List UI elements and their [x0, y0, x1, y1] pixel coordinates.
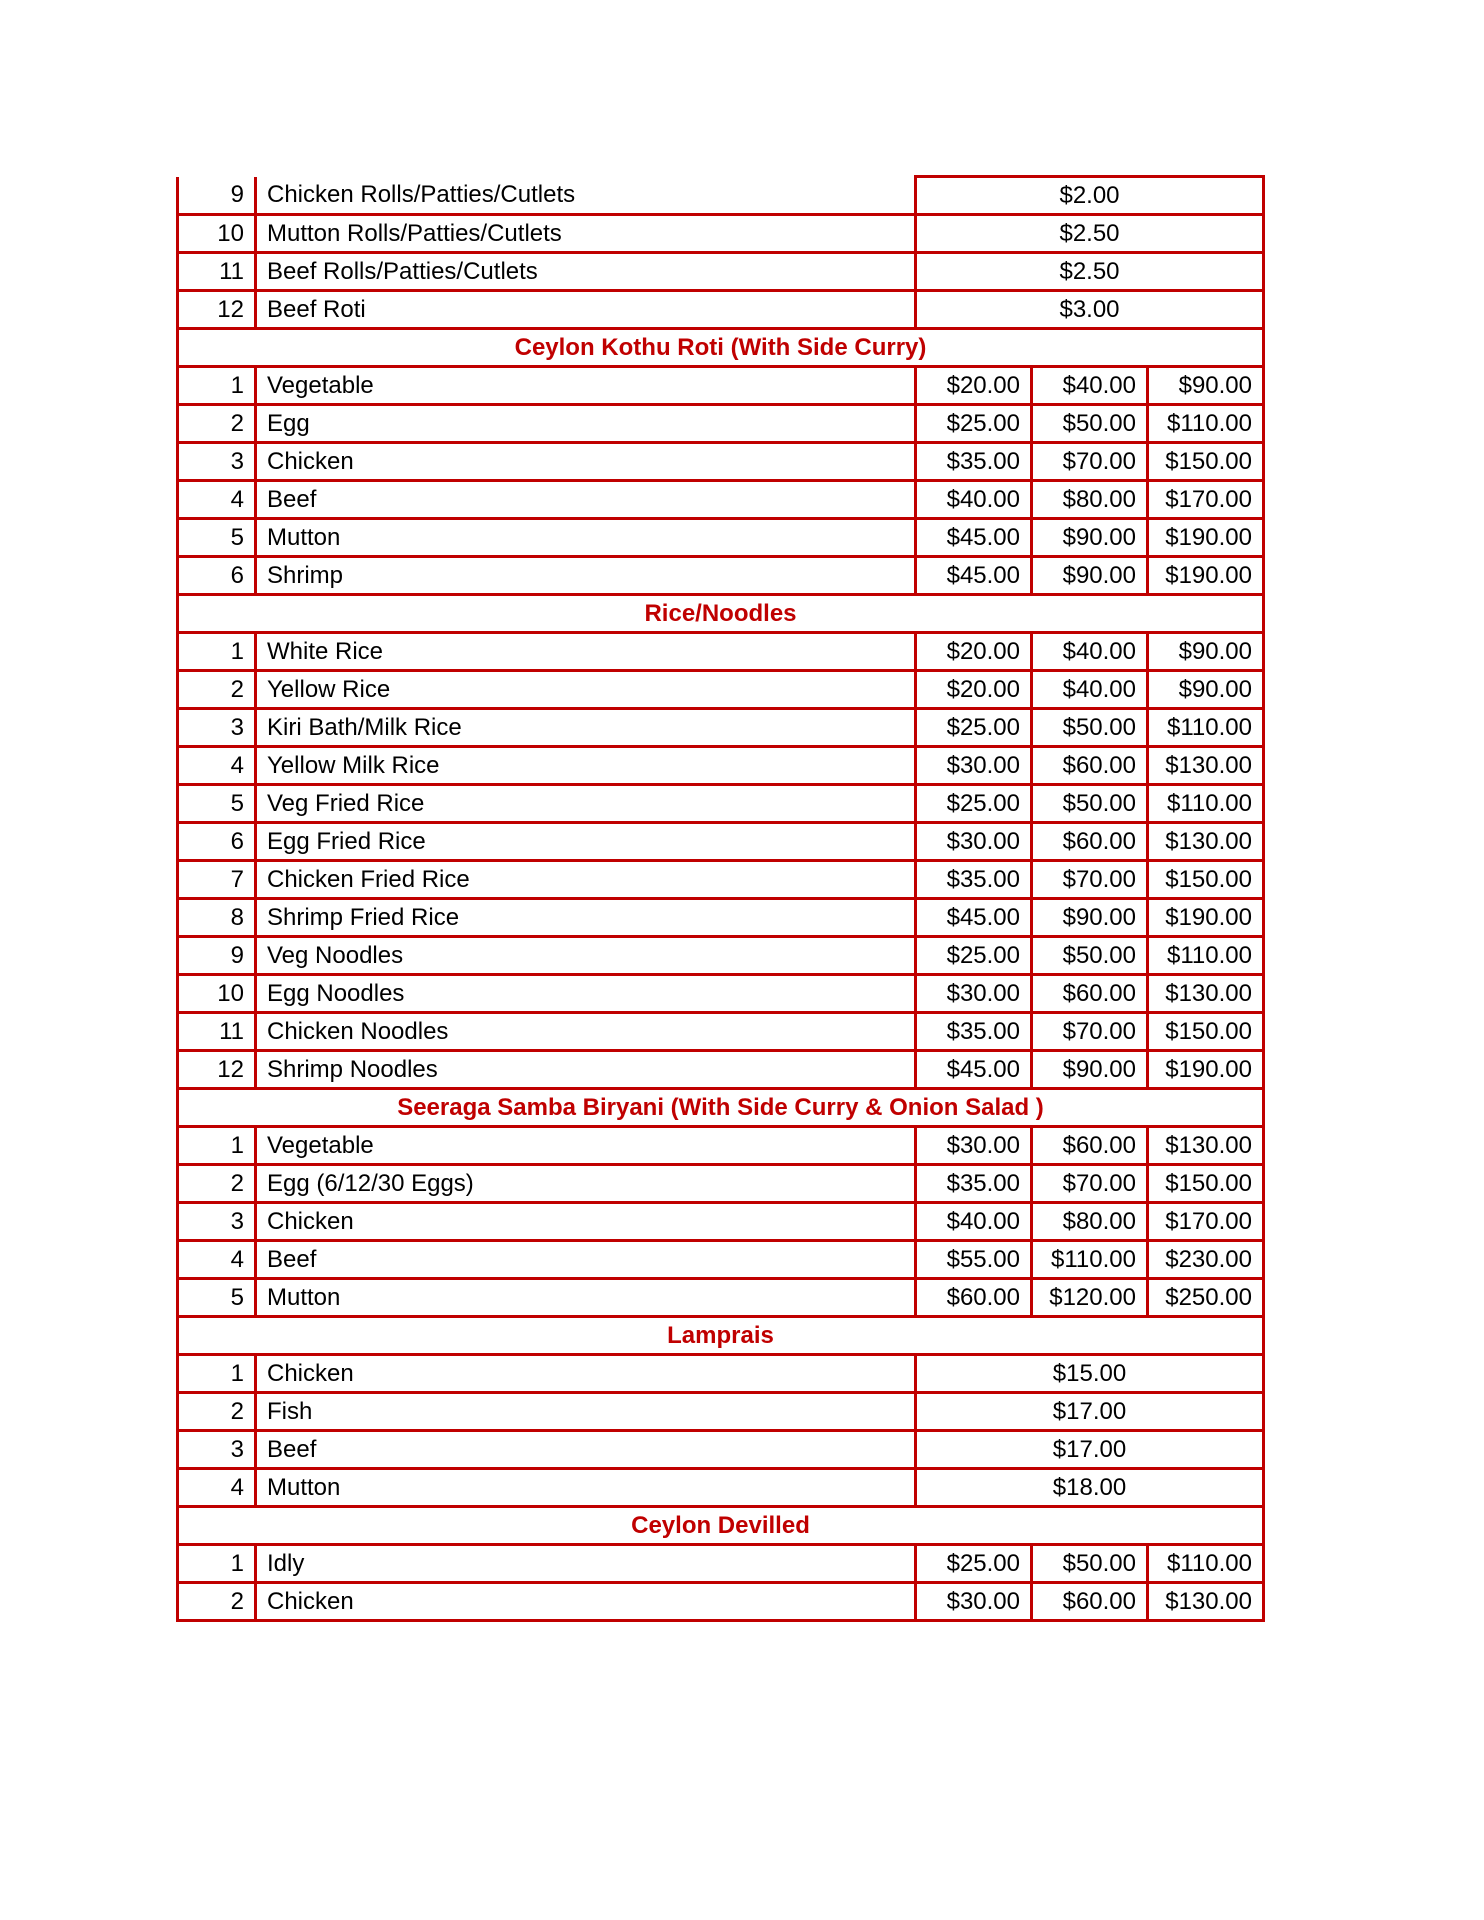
item-price: $170.00: [1148, 1203, 1264, 1241]
item-name: Beef Roti: [256, 291, 916, 329]
item-name: Chicken Noodles: [256, 1013, 916, 1051]
menu-item-row: [178, 823, 1264, 861]
item-number: 11: [178, 253, 256, 291]
item-price: $2.50: [916, 253, 1264, 291]
item-name: Egg Fried Rice: [256, 823, 916, 861]
item-number: 4: [178, 481, 256, 519]
menu-item-row: [178, 481, 1264, 519]
section-header-row: [178, 329, 1264, 367]
item-price: $250.00: [1148, 1279, 1264, 1317]
item-price: $35.00: [916, 1013, 1032, 1051]
item-name: Mutton: [256, 1279, 916, 1317]
item-name: Chicken: [256, 1583, 916, 1621]
item-name: Chicken: [256, 1203, 916, 1241]
item-price: $60.00: [916, 1279, 1032, 1317]
menu-item-row: [178, 177, 1264, 215]
item-name: Fish: [256, 1393, 916, 1431]
item-name: Chicken Fried Rice: [256, 861, 916, 899]
section-title: Lamprais: [178, 1317, 1264, 1355]
item-name: Yellow Rice: [256, 671, 916, 709]
item-name: Yellow Milk Rice: [256, 747, 916, 785]
menu-item-row: [178, 253, 1264, 291]
item-price: $90.00: [1032, 557, 1148, 595]
item-name: Beef: [256, 481, 916, 519]
item-price: $35.00: [916, 443, 1032, 481]
item-name: Idly: [256, 1545, 916, 1583]
item-price: $190.00: [1148, 519, 1264, 557]
item-name: Beef: [256, 1241, 916, 1279]
item-price: $130.00: [1148, 1127, 1264, 1165]
item-number: 2: [178, 1583, 256, 1621]
item-number: 2: [178, 1393, 256, 1431]
item-name: Egg (6/12/30 Eggs): [256, 1165, 916, 1203]
menu-item-row: [178, 975, 1264, 1013]
item-price: $90.00: [1032, 1051, 1148, 1089]
item-number: 3: [178, 1431, 256, 1469]
section-title: Rice/Noodles: [178, 595, 1264, 633]
item-name: Vegetable: [256, 1127, 916, 1165]
menu-price-table: [176, 175, 1265, 1622]
item-price: $30.00: [916, 1583, 1032, 1621]
item-price: $70.00: [1032, 443, 1148, 481]
item-name: Shrimp: [256, 557, 916, 595]
item-number: 5: [178, 1279, 256, 1317]
menu-item-row: [178, 215, 1264, 253]
item-name: Veg Noodles: [256, 937, 916, 975]
item-name: Shrimp Fried Rice: [256, 899, 916, 937]
item-price: $30.00: [916, 823, 1032, 861]
menu-item-row: [178, 519, 1264, 557]
item-number: 3: [178, 1203, 256, 1241]
item-name: Egg Noodles: [256, 975, 916, 1013]
item-price: $2.50: [916, 215, 1264, 253]
item-price: $90.00: [1032, 899, 1148, 937]
section-header-row: [178, 1507, 1264, 1545]
menu-item-row: [178, 1545, 1264, 1583]
item-price: $40.00: [916, 481, 1032, 519]
item-name: Mutton Rolls/Patties/Cutlets: [256, 215, 916, 253]
item-price: $80.00: [1032, 481, 1148, 519]
item-price: $50.00: [1032, 405, 1148, 443]
item-price: $40.00: [1032, 367, 1148, 405]
item-price: $190.00: [1148, 557, 1264, 595]
item-price: $2.00: [916, 177, 1264, 215]
item-price: $25.00: [916, 1545, 1032, 1583]
item-name: Beef Rolls/Patties/Cutlets: [256, 253, 916, 291]
item-price: $90.00: [1148, 633, 1264, 671]
item-name: Chicken Rolls/Patties/Cutlets: [256, 177, 916, 215]
item-price: $45.00: [916, 519, 1032, 557]
menu-item-row: [178, 291, 1264, 329]
item-name: Shrimp Noodles: [256, 1051, 916, 1089]
item-price: $150.00: [1148, 861, 1264, 899]
item-price: $190.00: [1148, 1051, 1264, 1089]
item-price: $130.00: [1148, 1583, 1264, 1621]
item-price: $90.00: [1148, 367, 1264, 405]
item-number: 2: [178, 405, 256, 443]
menu-item-row: [178, 367, 1264, 405]
item-price: $70.00: [1032, 1013, 1148, 1051]
menu-item-row: [178, 937, 1264, 975]
menu-item-row: [178, 1279, 1264, 1317]
section-header-row: [178, 595, 1264, 633]
item-price: $190.00: [1148, 899, 1264, 937]
menu-item-row: [178, 747, 1264, 785]
item-name: Beef: [256, 1431, 916, 1469]
item-name: Chicken: [256, 1355, 916, 1393]
item-number: 1: [178, 633, 256, 671]
item-number: 12: [178, 1051, 256, 1089]
item-price: $20.00: [916, 671, 1032, 709]
item-number: 2: [178, 671, 256, 709]
item-price: $17.00: [916, 1393, 1264, 1431]
menu-item-row: [178, 1469, 1264, 1507]
item-price: $90.00: [1032, 519, 1148, 557]
item-price: $20.00: [916, 633, 1032, 671]
item-number: 12: [178, 291, 256, 329]
item-price: $17.00: [916, 1431, 1264, 1469]
item-number: 3: [178, 709, 256, 747]
menu-item-row: [178, 1203, 1264, 1241]
item-number: 2: [178, 1165, 256, 1203]
item-number: 5: [178, 519, 256, 557]
item-price: $120.00: [1032, 1279, 1148, 1317]
menu-item-row: [178, 1583, 1264, 1621]
item-price: $60.00: [1032, 823, 1148, 861]
item-price: $60.00: [1032, 975, 1148, 1013]
item-price: $60.00: [1032, 1583, 1148, 1621]
item-number: 10: [178, 975, 256, 1013]
menu-item-row: [178, 1051, 1264, 1089]
item-price: $30.00: [916, 1127, 1032, 1165]
menu-item-row: [178, 1165, 1264, 1203]
item-price: $45.00: [916, 899, 1032, 937]
item-name: Egg: [256, 405, 916, 443]
item-name: Mutton: [256, 1469, 916, 1507]
menu-item-row: [178, 1393, 1264, 1431]
item-price: $70.00: [1032, 1165, 1148, 1203]
menu-item-row: [178, 557, 1264, 595]
item-number: 11: [178, 1013, 256, 1051]
item-name: Vegetable: [256, 367, 916, 405]
item-price: $20.00: [916, 367, 1032, 405]
item-number: 4: [178, 747, 256, 785]
item-price: $110.00: [1148, 937, 1264, 975]
item-price: $130.00: [1148, 823, 1264, 861]
item-number: 1: [178, 367, 256, 405]
item-price: $25.00: [916, 785, 1032, 823]
item-price: $50.00: [1032, 785, 1148, 823]
item-price: $110.00: [1148, 405, 1264, 443]
section-title: Ceylon Devilled: [178, 1507, 1264, 1545]
item-number: 1: [178, 1127, 256, 1165]
item-price: $150.00: [1148, 1013, 1264, 1051]
item-price: $30.00: [916, 975, 1032, 1013]
section-header-row: [178, 1089, 1264, 1127]
item-price: $80.00: [1032, 1203, 1148, 1241]
item-price: $25.00: [916, 937, 1032, 975]
item-name: Veg Fried Rice: [256, 785, 916, 823]
menu-item-row: [178, 1241, 1264, 1279]
item-price: $150.00: [1148, 1165, 1264, 1203]
item-number: 4: [178, 1241, 256, 1279]
item-name: Mutton: [256, 519, 916, 557]
menu-item-row: [178, 861, 1264, 899]
item-price: $110.00: [1032, 1241, 1148, 1279]
item-price: $130.00: [1148, 747, 1264, 785]
item-number: 5: [178, 785, 256, 823]
item-price: $170.00: [1148, 481, 1264, 519]
item-price: $15.00: [916, 1355, 1264, 1393]
menu-item-row: [178, 1355, 1264, 1393]
menu-item-row: [178, 1127, 1264, 1165]
menu-item-row: [178, 633, 1264, 671]
item-number: 10: [178, 215, 256, 253]
item-price: $130.00: [1148, 975, 1264, 1013]
item-price: $50.00: [1032, 709, 1148, 747]
item-price: $45.00: [916, 557, 1032, 595]
item-price: $18.00: [916, 1469, 1264, 1507]
item-price: $40.00: [1032, 633, 1148, 671]
item-price: $3.00: [916, 291, 1264, 329]
menu-item-row: [178, 405, 1264, 443]
item-price: $45.00: [916, 1051, 1032, 1089]
item-price: $110.00: [1148, 709, 1264, 747]
item-price: $55.00: [916, 1241, 1032, 1279]
item-price: $230.00: [1148, 1241, 1264, 1279]
item-number: 3: [178, 443, 256, 481]
item-name: Chicken: [256, 443, 916, 481]
item-price: $50.00: [1032, 1545, 1148, 1583]
item-price: $35.00: [916, 1165, 1032, 1203]
item-price: $60.00: [1032, 747, 1148, 785]
menu-table-body: [178, 177, 1264, 1621]
menu-item-row: [178, 899, 1264, 937]
item-price: $60.00: [1032, 1127, 1148, 1165]
item-number: 9: [178, 177, 256, 215]
section-title: Ceylon Kothu Roti (With Side Curry): [178, 329, 1264, 367]
item-name: Kiri Bath/Milk Rice: [256, 709, 916, 747]
item-price: $70.00: [1032, 861, 1148, 899]
item-price: $40.00: [916, 1203, 1032, 1241]
menu-item-row: [178, 671, 1264, 709]
menu-item-row: [178, 1013, 1264, 1051]
item-number: 1: [178, 1545, 256, 1583]
item-price: $150.00: [1148, 443, 1264, 481]
section-title: Seeraga Samba Biryani (With Side Curry & Onion Salad ): [178, 1089, 1264, 1127]
menu-item-row: [178, 1431, 1264, 1469]
item-price: $110.00: [1148, 785, 1264, 823]
menu-item-row: [178, 709, 1264, 747]
menu-item-row: [178, 785, 1264, 823]
item-number: 6: [178, 557, 256, 595]
item-number: 4: [178, 1469, 256, 1507]
item-price: $40.00: [1032, 671, 1148, 709]
menu-item-row: [178, 443, 1264, 481]
item-number: 7: [178, 861, 256, 899]
item-price: $90.00: [1148, 671, 1264, 709]
section-header-row: [178, 1317, 1264, 1355]
item-price: $25.00: [916, 709, 1032, 747]
item-price: $25.00: [916, 405, 1032, 443]
item-number: 1: [178, 1355, 256, 1393]
item-price: $110.00: [1148, 1545, 1264, 1583]
item-number: 9: [178, 937, 256, 975]
item-name: White Rice: [256, 633, 916, 671]
item-number: 6: [178, 823, 256, 861]
item-price: $30.00: [916, 747, 1032, 785]
item-price: $50.00: [1032, 937, 1148, 975]
item-number: 8: [178, 899, 256, 937]
item-price: $35.00: [916, 861, 1032, 899]
